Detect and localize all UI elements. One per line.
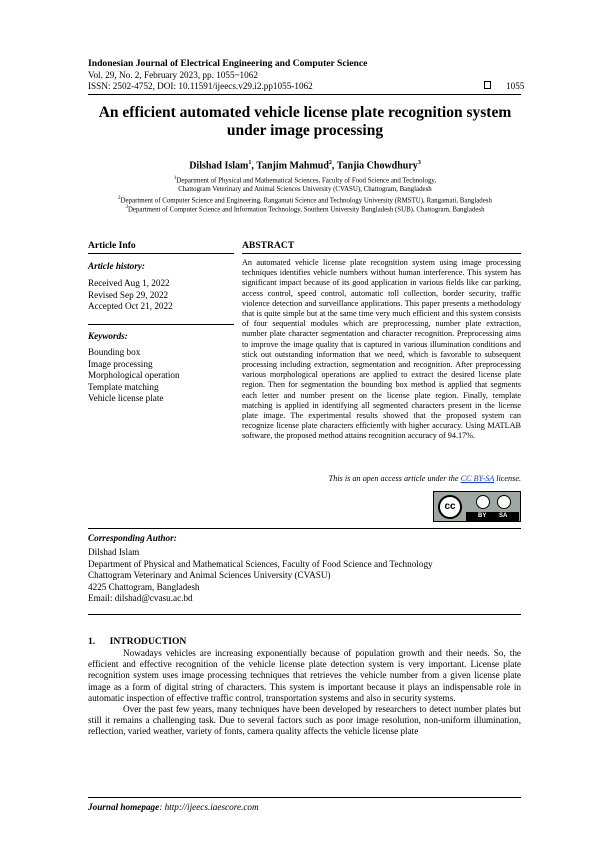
title-line-2: under image processing xyxy=(226,122,384,139)
article-info-rule xyxy=(88,253,234,254)
keywords-rule xyxy=(88,324,234,325)
keyword: Template matching xyxy=(88,381,159,392)
corresponding-heading: Corresponding Author: xyxy=(88,533,177,543)
corresponding-univ: Chattogram Veterinary and Animal Sciences University (CVASU) xyxy=(88,570,331,580)
footer-rule xyxy=(88,797,521,798)
author-name: Dilshad Islam xyxy=(189,160,249,172)
affiliation-text: Department of Computer Science and Engineering, Rangamati Science and Technology University (RMSTU), Rangamati, Bangladesh xyxy=(120,197,492,205)
cc-badge-band xyxy=(466,512,519,521)
share-alike-icon xyxy=(497,495,511,509)
oa-suffix: license. xyxy=(494,474,521,483)
author-sup: 2 xyxy=(328,160,332,166)
affiliation-sup: 1 xyxy=(173,176,177,181)
keyword: Image processing xyxy=(88,358,153,369)
open-access-note xyxy=(242,474,521,483)
homepage-url[interactable]: : http://ijeecs.iaescore.com xyxy=(159,802,259,812)
cc-logo-icon: cc xyxy=(438,495,462,519)
abstract-heading: ABSTRACT xyxy=(242,240,295,251)
keyword: Vehicle license plate xyxy=(88,393,164,403)
keyword: Morphological operation xyxy=(88,370,180,380)
corresponding-address: 4225 Chattogram, Bangladesh xyxy=(88,581,200,592)
intro-paragraph-2: Over the past few years, many techniques have been developed by researchers to detect number plates but still it remains a challenging task. Due to several factors such as poor image resolution, non-uniform illumination, reflection, varied weather, variety of fonts, camera quality affects the vehicle license plate xyxy=(88,704,521,737)
cc-by-label: BY xyxy=(478,513,487,519)
corresponding-details xyxy=(88,547,433,605)
journal-name: Indonesian Journal of Electrical Engineering and Computer Science xyxy=(88,58,368,69)
abstract-text: An automated vehicle license plate recognition system using image processing techniques identifies vehicle numbers without human interference. This system has significant impact because of its good application in various fields like car parking, access control, speed control, automatic toll collection, border security, traffic violence detection and surveillance applications. This paper presents a methodology that is quite simple but at the same time very much efficient and this system consists of four sequential modules which are preprocessing, number plate extraction, number plate character segmentation and character recognition. Preprocessing aims to improve the image quality that is captured in various illumination conditions and stick out outstanding information that we need, which is favorable to subsequent processing including extraction, segmentation and recognition. After preprocessing various morphological operations are applied to extract the desired license plate region. Then for segmentation the bounding box method is applied that segments each letter and number present on the license plate region. Finally, template matching is applied in identifying all segmented characters present in the license plate image. The experimental results showed that the proposed system can recognize license plate characters efficiently with higher accuracy. Using MATLAB software, the proposed method attains recognition accuracy of 94.17%. xyxy=(242,258,521,441)
accepted-date: Accepted Oct 21, 2022 xyxy=(88,301,173,311)
journal-homepage xyxy=(88,802,259,812)
affiliation-sup: 2 xyxy=(118,196,121,201)
received-date: Received Aug 1, 2022 xyxy=(88,278,170,288)
header-divider xyxy=(88,94,521,95)
author-sup: 3 xyxy=(417,160,421,166)
oa-prefix: This is an open access article under the xyxy=(328,474,461,483)
corresponding-top-rule xyxy=(88,528,521,529)
square-icon xyxy=(484,81,491,89)
cc-by-sa-link[interactable]: CC BY-SA xyxy=(460,474,495,483)
cc-sa-label: SA xyxy=(499,513,508,519)
corresponding-bottom-rule xyxy=(88,614,521,615)
corresponding-email: Email: dilshad@cvasu.ac.bd xyxy=(88,593,193,603)
intro-paragraph-1: Nowadays vehicles are increasing exponentially because of population growth and their needs. So, the efficient and effective recognition of the vehicle license plate detection system is very important. License plate recognition system uses image processing techniques that retrieves the vehicle number from a given license plate image as a form of digital string of characters. This system is important because it plays an indispensable role in automatic inspection of effective traffic control, transportation systems and also in security systems. xyxy=(88,648,521,703)
title-line-1: An efficient automated vehicle license plate recognition system xyxy=(98,104,512,121)
affiliation-3 xyxy=(70,203,540,214)
article-history xyxy=(88,278,173,313)
keyword-list xyxy=(88,347,180,405)
author-sup: 1 xyxy=(248,160,252,166)
affiliation-text: Department of Physical and Mathematical Sciences, Faculty of Food Science and Technology, xyxy=(176,177,437,185)
issn-doi: ISSN: 2502-4752, DOI: 10.11591/ijeecs.v29.i2.pp1055-1062 xyxy=(88,81,313,91)
affiliation-text: Department of Computer Science and Information Technology, Southern University Bangladesh (SUB), Chattogram, Bangladesh xyxy=(127,206,485,214)
keyword: Bounding box xyxy=(88,347,141,357)
introduction-heading: 1. INTRODUCTION xyxy=(88,636,187,647)
corresponding-name: Dilshad Islam xyxy=(88,547,140,557)
paper-title xyxy=(80,104,530,140)
homepage-label: Journal homepage xyxy=(88,802,160,812)
keywords-heading: Keywords: xyxy=(88,331,128,341)
affiliation-sup: 3 xyxy=(125,205,128,210)
cc-license-badge[interactable] xyxy=(433,491,521,522)
article-history-heading: Article history: xyxy=(88,261,145,271)
affiliation-text: Chattogram Veterinary and Animal Sciences University (CVASU), Chattogram, Bangladesh xyxy=(178,186,432,194)
volume-info: Vol. 29, No. 2, February 2023, pp. 1055~1062 xyxy=(88,70,258,80)
author-list: Dilshad Islam$^1$, Tanjim Mahmud$^2$, Tanjia Chowdhury$^3$ xyxy=(189,160,421,172)
introduction-body xyxy=(88,648,521,738)
author-name: Tanjim Mahmud xyxy=(256,160,329,172)
page-number: 1055 xyxy=(506,81,525,91)
person-icon xyxy=(476,495,490,509)
corresponding-dept: Department of Physical and Mathematical Sciences, Faculty of Food Science and Technology xyxy=(88,558,433,569)
revised-date: Revised Sep 29, 2022 xyxy=(88,289,169,300)
author-name: Tanjia Chowdhury xyxy=(336,160,418,172)
article-info-heading: Article Info xyxy=(88,240,136,251)
affiliation-1 xyxy=(70,174,540,194)
abstract-rule xyxy=(242,253,521,254)
